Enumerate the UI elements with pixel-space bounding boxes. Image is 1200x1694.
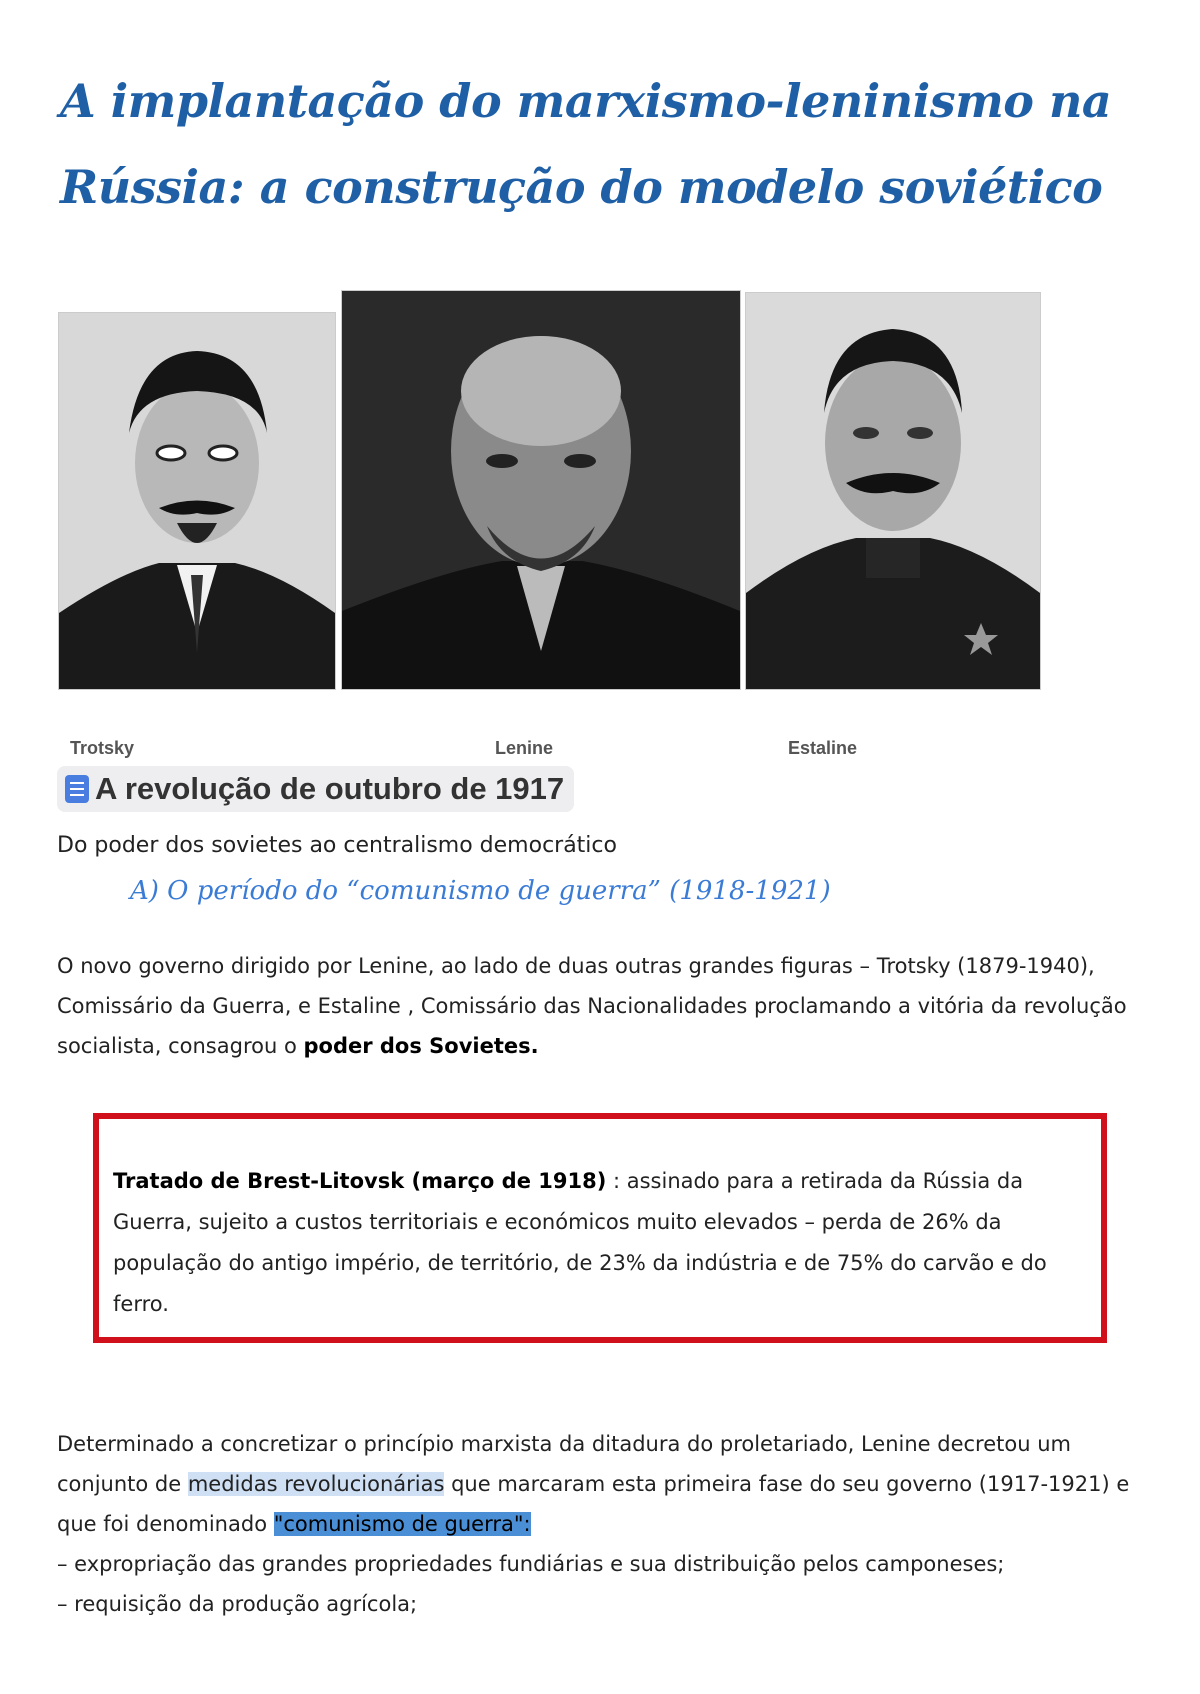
caption-trotsky: Trotsky: [70, 738, 135, 758]
caption-estaline: Estaline: [788, 738, 858, 758]
photo-estaline: [745, 292, 1041, 690]
page-title: A implantação do marxismo-leninismo na Rússia: a construção do modelo soviético: [60, 74, 1112, 214]
photo-lenine: [341, 290, 741, 690]
treaty-description: : assinado para a retirada da Rússia da Guerra, sujeito a custos territoriais e económicos muito elevados – perda de 26% da população do antigo império, de território, de 23% da indústria e de 75% do carvão e do ferro.: [113, 1169, 1047, 1316]
highlight-war-communism: "comunismo de guerra":: [273, 1512, 531, 1536]
treaty-title: Tratado de Brest-Litovsk (março de 1918): [113, 1169, 607, 1193]
bold-text: poder dos Sovietes.: [303, 1034, 539, 1058]
section-heading: [57, 766, 574, 812]
period-title: A) O período do “comunismo de guerra” (1918-1921): [130, 876, 831, 906]
list-item: – requisição da produção agrícola;: [57, 1592, 418, 1616]
paragraph-new-government: [57, 946, 1147, 1066]
paragraph-text: que marcaram esta primeira fase do seu governo (1917-1921) e que foi denominado: [57, 1472, 1130, 1536]
list-item: – expropriação das grandes propriedades fundiárias e sua distribuição pelos camponeses;: [57, 1552, 1005, 1576]
section-subheading: Do poder dos sovietes ao centralismo democrático: [57, 833, 617, 858]
treaty-text: [113, 1161, 1073, 1325]
photo-trotsky: [58, 312, 336, 690]
paragraph-text: O novo governo dirigido por Lenine, ao lado de duas outras grandes figuras – Trotsky (1879-1940), Comissário da Guerra, e Estaline , Comissário das Nacionalidades proclamando a vitória da revolução socialista, consagrou o: [57, 954, 1127, 1058]
paragraph-war-communism: [57, 1424, 1147, 1624]
section-heading-text: A revolução de outubro de 1917: [95, 771, 565, 806]
highlight-measures: medidas revolucionárias: [187, 1472, 445, 1496]
paragraph-text: Determinado a concretizar o princípio marxista da ditadura do proletariado, Lenine decretou um conjunto de: [57, 1432, 1071, 1496]
caption-lenine: Lenine: [495, 738, 554, 758]
document-icon: [65, 775, 89, 803]
treaty-box: [93, 1113, 1107, 1343]
